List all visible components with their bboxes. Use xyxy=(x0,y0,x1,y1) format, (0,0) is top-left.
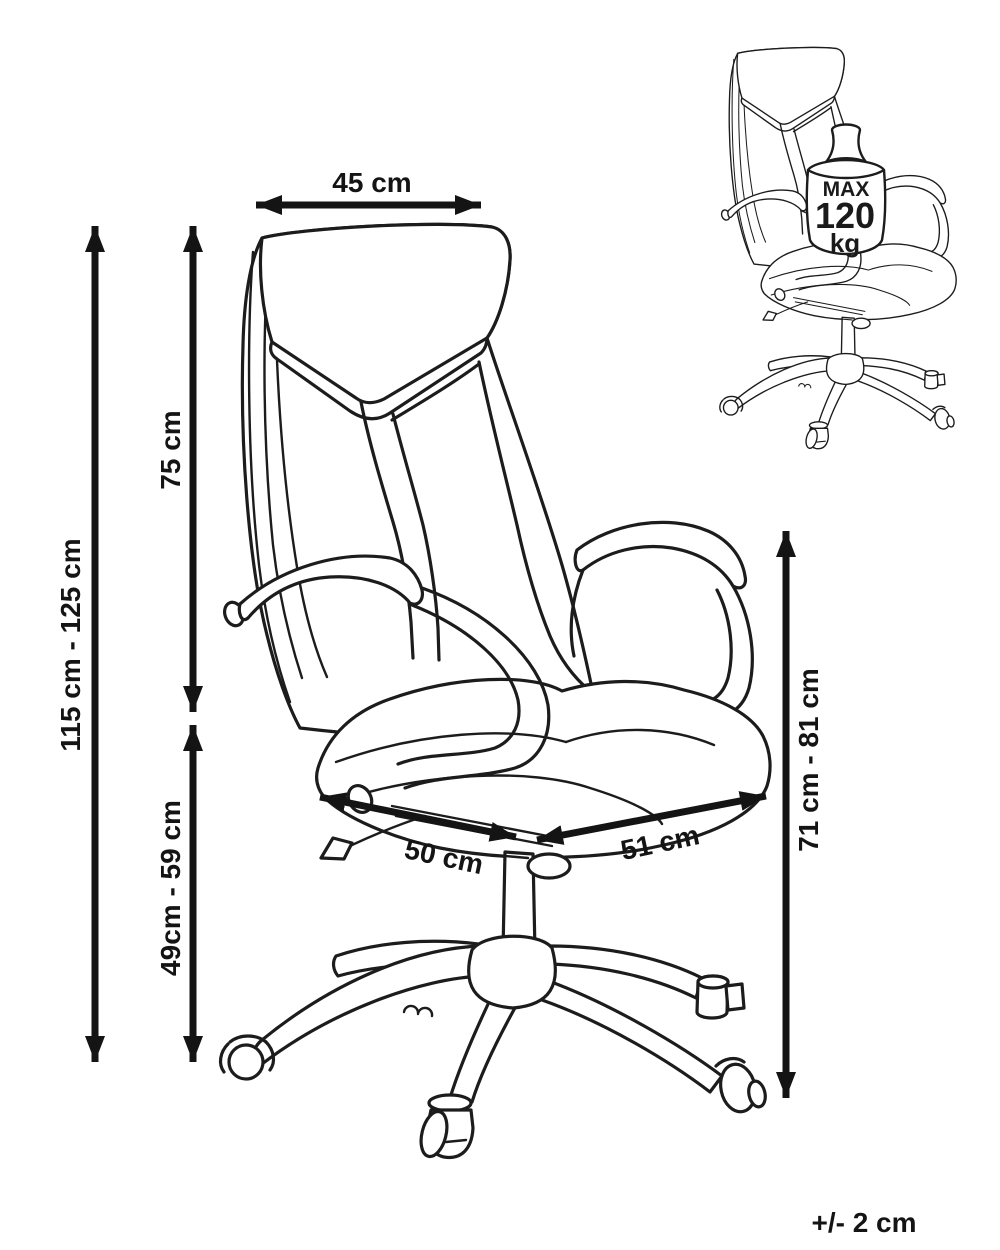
dim-total-height xyxy=(55,226,95,1062)
dim-armrest-height-label: 71 cm - 81 cm xyxy=(793,668,824,852)
max-weight-line3: kg xyxy=(829,228,861,258)
dim-seat-width-label: 51 cm xyxy=(617,819,703,867)
dim-headrest-width-label: 45 cm xyxy=(332,167,412,198)
dim-headrest-width xyxy=(256,167,481,205)
dim-seat-height-label: 49cm - 59 cm xyxy=(155,800,186,976)
max-weight-inset xyxy=(720,47,956,449)
main-chair-illustration xyxy=(221,224,771,1159)
max-weight-line1: MAX xyxy=(822,178,870,201)
dim-seat-depth-label: 50 cm xyxy=(401,833,487,881)
dim-total-height-label: 115 cm - 125 cm xyxy=(55,538,86,752)
dim-seat-height xyxy=(155,725,193,1062)
tolerance-note: +/- 2 cm xyxy=(811,1207,917,1238)
dim-backrest-height-label: 75 cm xyxy=(155,410,186,490)
dim-backrest-height xyxy=(155,226,193,712)
max-weight-line2: 120 xyxy=(814,195,876,236)
dim-armrest-height xyxy=(786,531,824,1098)
